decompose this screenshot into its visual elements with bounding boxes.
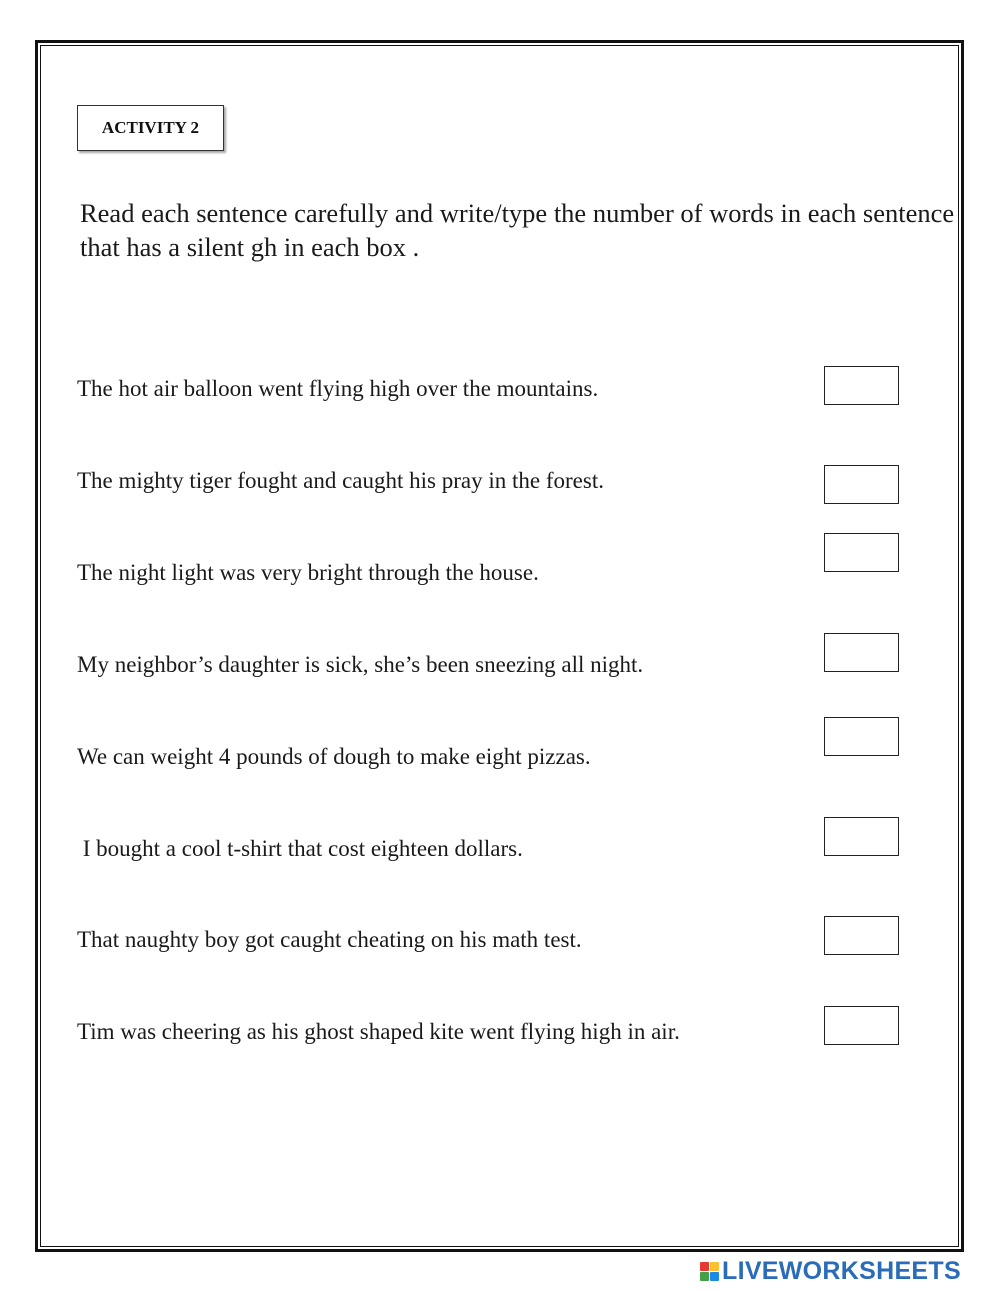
answer-box-3[interactable] — [824, 533, 899, 572]
activity-label: ACTIVITY 2 — [77, 105, 224, 151]
answer-box-8[interactable] — [824, 1006, 899, 1045]
logo-text: LIVEWORKSHEETS — [722, 1256, 961, 1285]
sentence-8: Tim was cheering as his ghost shaped kite went flying high in air. — [77, 1019, 680, 1044]
answer-box-1[interactable] — [824, 366, 899, 405]
sentence-1: The hot air balloon went flying high over the mountains. — [77, 376, 599, 401]
sentence-7: That naughty boy got caught cheating on his math test. — [77, 927, 582, 952]
liveworksheets-logo[interactable] — [700, 1258, 961, 1284]
logo-tile-yellow — [710, 1262, 719, 1271]
answer-box-4[interactable] — [824, 633, 899, 672]
answer-box-7[interactable] — [824, 916, 899, 955]
answer-box-2[interactable] — [824, 465, 899, 504]
answer-box-5[interactable] — [824, 717, 899, 756]
sentence-6: I bought a cool t-shirt that cost eighteen dollars. — [77, 836, 523, 861]
sentence-4: My neighbor’s daughter is sick, she’s been sneezing all night. — [77, 652, 644, 677]
logo-tile-green — [700, 1272, 709, 1281]
sentence-2: The mighty tiger fought and caught his pray in the forest. — [77, 468, 604, 493]
instructions-text: Read each sentence carefully and write/type the number of words in each sentence that has a silent gh in each box . — [80, 198, 955, 262]
sentence-5: We can weight 4 pounds of dough to make eight pizzas. — [77, 744, 591, 769]
logo-tile-red — [700, 1262, 709, 1271]
sentence-3: The night light was very bright through the house. — [77, 560, 539, 585]
logo-tile-blue — [710, 1272, 719, 1281]
liveworksheets-logo-icon — [700, 1262, 719, 1281]
answer-box-6[interactable] — [824, 817, 899, 856]
